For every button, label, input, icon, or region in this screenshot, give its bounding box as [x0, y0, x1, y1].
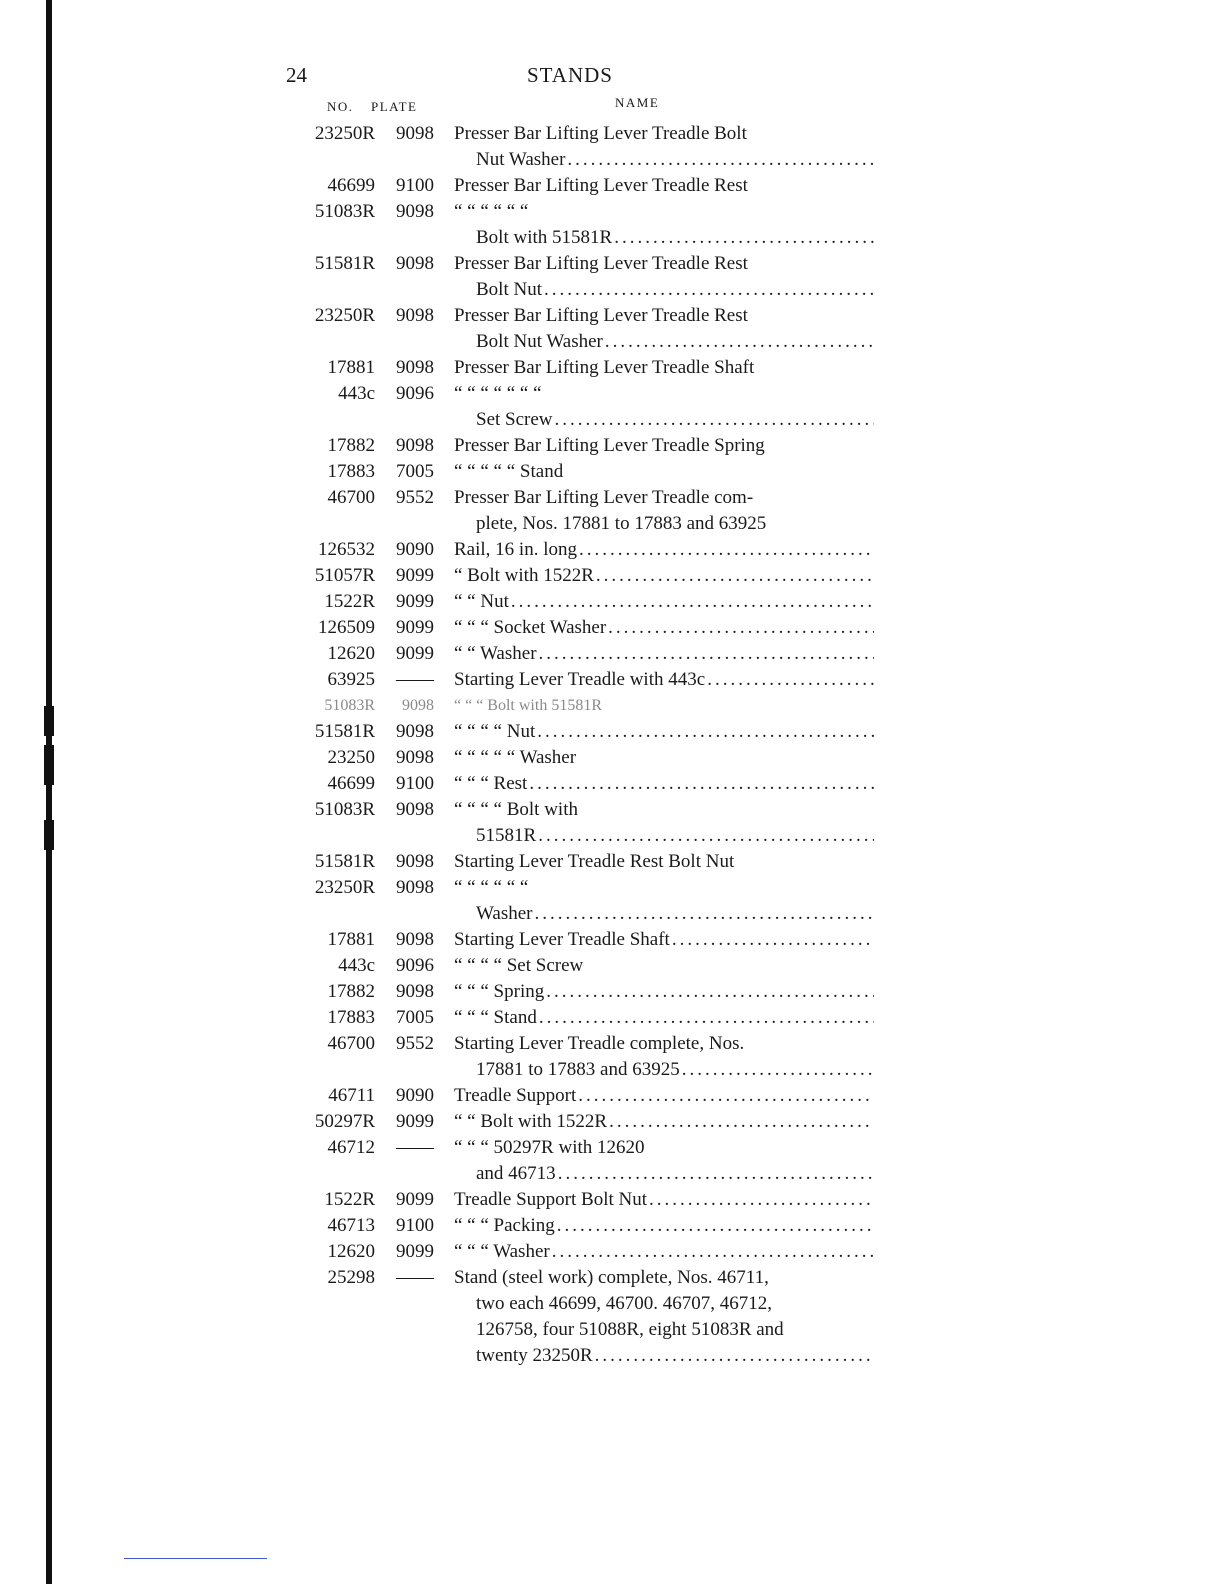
plate-number: 7005	[396, 461, 434, 482]
part-name	[454, 199, 874, 251]
plate-number: 9100	[396, 1215, 434, 1236]
plate-number: 9098	[396, 799, 434, 820]
part-name-text: “ “ “ Bolt with 51581R	[454, 697, 602, 714]
part-name-line	[454, 251, 874, 277]
leader-dots	[672, 927, 874, 953]
part-name	[454, 1135, 874, 1187]
part-entry	[280, 433, 860, 459]
leader-dots	[552, 1239, 874, 1265]
part-name-text: Presser Bar Lifting Lever Treadle Rest	[454, 253, 748, 274]
leader-dots	[546, 979, 874, 1005]
part-entry	[280, 875, 860, 927]
part-entry	[280, 459, 860, 485]
part-name-text: Bolt with 51581R	[476, 227, 613, 248]
part-name-text: Bolt Nut Washer	[476, 331, 603, 352]
part-name-line	[454, 459, 874, 485]
part-entry	[280, 1005, 860, 1031]
part-number: 17883	[327, 461, 375, 482]
part-number: 23250R	[314, 123, 375, 144]
part-entry	[280, 589, 860, 615]
part-name-text: Presser Bar Lifting Lever Treadle Shaft	[454, 357, 755, 378]
part-number: 46713	[327, 1215, 375, 1236]
leader-dots	[608, 615, 874, 641]
part-name	[454, 693, 874, 719]
plate-number: 9098	[402, 697, 434, 714]
part-number: 50297R	[314, 1111, 375, 1132]
part-name-line	[454, 199, 874, 225]
part-name-text: “ “ “ “ Set Screw	[454, 955, 584, 976]
column-header-plate: PLATE	[371, 99, 418, 114]
part-name-text: “ “ “ “ “ Washer	[454, 747, 577, 768]
part-name	[454, 1031, 874, 1083]
part-number: 126532	[318, 539, 375, 560]
part-number: 1522R	[324, 591, 375, 612]
plate-number: 9098	[396, 357, 434, 378]
part-name-line	[454, 1135, 874, 1161]
part-number: 17882	[327, 435, 375, 456]
part-name-text: Presser Bar Lifting Lever Treadle Spring	[454, 435, 765, 456]
part-name-line	[454, 745, 874, 771]
leader-dots	[544, 277, 874, 303]
part-name-line	[454, 433, 874, 459]
part-name-line	[454, 355, 874, 381]
part-entry	[280, 1187, 860, 1213]
part-name-text: “ “ “ Spring	[454, 981, 545, 1002]
part-name-text: “ “ “ Packing	[454, 1215, 555, 1236]
scan-mark	[44, 820, 54, 850]
part-name	[454, 1239, 874, 1265]
part-name-text: Nut Washer	[476, 149, 566, 170]
part-number: 12620	[327, 1241, 375, 1262]
plate-number: 9098	[396, 201, 434, 222]
part-number: 17882	[327, 981, 375, 1002]
part-name-line	[454, 797, 874, 823]
part-entry	[280, 667, 860, 693]
part-name	[454, 1265, 874, 1369]
part-entry	[280, 1213, 860, 1239]
plate-number: 9099	[396, 1241, 434, 1262]
plate-number: 9090	[396, 539, 434, 560]
part-name-line	[454, 1213, 874, 1239]
part-number: 12620	[327, 643, 375, 664]
part-name-text: “ “ “ “ “ “	[454, 877, 529, 898]
leader-dots	[596, 563, 874, 589]
plate-number: 9098	[396, 721, 434, 742]
plate-number: 9098	[396, 929, 434, 950]
part-name	[454, 927, 874, 953]
part-entry	[280, 173, 860, 199]
leader-dots	[579, 537, 874, 563]
part-entry	[280, 1031, 860, 1083]
part-number: 51581R	[314, 721, 375, 742]
plate-number: ——	[396, 1267, 434, 1288]
part-name	[454, 537, 874, 563]
plate-number: 9096	[396, 383, 434, 404]
part-entry	[280, 121, 860, 173]
part-name-text: Presser Bar Lifting Lever Treadle Rest	[454, 305, 748, 326]
part-name-text: “ “ Washer	[454, 643, 537, 664]
plate-number: 9100	[396, 175, 434, 196]
part-name	[454, 953, 874, 979]
part-name-text: Treadle Support	[454, 1085, 577, 1106]
part-entry	[280, 953, 860, 979]
part-name-line	[454, 1343, 874, 1369]
leader-dots	[682, 1057, 874, 1083]
part-name	[454, 121, 874, 173]
part-entry	[280, 979, 860, 1005]
part-entry	[280, 927, 860, 953]
part-entry	[280, 745, 860, 771]
leader-dots	[511, 589, 874, 615]
part-entry	[280, 615, 860, 641]
part-name-text: “ “ “ “ Bolt with	[454, 799, 578, 820]
leader-dots	[539, 1005, 874, 1031]
part-name	[454, 797, 874, 849]
part-name-text: Starting Lever Treadle with 443c	[454, 669, 706, 690]
part-name-text: Presser Bar Lifting Lever Treadle Bolt	[454, 123, 747, 144]
part-name-line	[454, 901, 874, 927]
part-name-text: 126758, four 51088R, eight 51083R and	[476, 1319, 784, 1340]
part-number: 46699	[327, 175, 375, 196]
plate-number: 9099	[396, 1111, 434, 1132]
part-number: 17881	[327, 357, 375, 378]
part-name-line	[454, 1291, 874, 1317]
part-name	[454, 251, 874, 303]
part-entry	[280, 251, 860, 303]
part-name	[454, 303, 874, 355]
plate-number: 9098	[396, 435, 434, 456]
part-name-text: “ “ “ “ “ “	[454, 201, 529, 222]
part-number: 46700	[327, 487, 375, 508]
part-name-text: Bolt Nut	[476, 279, 542, 300]
part-entry	[280, 1083, 860, 1109]
part-name-text: plete, Nos. 17881 to 17883 and 63925	[476, 513, 767, 534]
part-entry	[280, 381, 860, 433]
leader-dots	[578, 1083, 874, 1109]
part-number: 17883	[327, 1007, 375, 1028]
leader-dots	[605, 329, 874, 355]
part-number: 443c	[338, 955, 375, 976]
leader-dots	[609, 1109, 874, 1135]
part-name-text: Washer	[476, 903, 533, 924]
leader-dots	[529, 771, 874, 797]
part-name-text: Set Screw	[476, 409, 553, 430]
part-entry	[280, 485, 860, 537]
part-name	[454, 667, 874, 693]
leader-dots	[537, 719, 874, 745]
plate-number: 9552	[396, 487, 434, 508]
part-number: 51581R	[314, 253, 375, 274]
part-entry	[280, 641, 860, 667]
part-entry	[280, 771, 860, 797]
column-header-name: NAME	[615, 95, 660, 110]
plate-number: 9090	[396, 1085, 434, 1106]
part-name-text: Presser Bar Lifting Lever Treadle Rest	[454, 175, 748, 196]
part-number: 25298	[327, 1267, 375, 1288]
part-name-line	[454, 225, 874, 251]
leader-dots	[539, 641, 874, 667]
part-name	[454, 1083, 874, 1109]
part-name	[454, 459, 874, 485]
plate-number: 9098	[396, 981, 434, 1002]
part-name	[454, 719, 874, 745]
part-name-line	[454, 277, 874, 303]
part-name-text: Treadle Support Bolt Nut	[454, 1189, 647, 1210]
scan-edge-shadow	[46, 0, 52, 1584]
part-name-line	[454, 1239, 874, 1265]
part-number: 63925	[327, 669, 375, 690]
part-number: 23250R	[314, 305, 375, 326]
part-name-text: “ “ “ Rest	[454, 773, 528, 794]
part-name	[454, 589, 874, 615]
part-name	[454, 615, 874, 641]
part-name-line	[454, 589, 874, 615]
part-name	[454, 173, 874, 199]
part-name-text: Rail, 16 in. long	[454, 539, 577, 560]
catalog-page	[280, 55, 860, 1369]
part-name-line	[454, 1083, 874, 1109]
part-name-text: Starting Lever Treadle Rest Bolt Nut	[454, 851, 735, 872]
footnote-rule	[124, 1558, 267, 1559]
part-number: 46700	[327, 1033, 375, 1054]
part-name-line	[454, 303, 874, 329]
part-name	[454, 745, 874, 771]
part-entry	[280, 693, 860, 719]
part-entry	[280, 355, 860, 381]
part-name-line	[454, 485, 874, 511]
leader-dots	[557, 1213, 874, 1239]
leader-dots	[558, 1161, 874, 1187]
part-name	[454, 979, 874, 1005]
plate-number: 9098	[396, 747, 434, 768]
part-name-line	[454, 719, 874, 745]
part-name	[454, 563, 874, 589]
part-name-line	[454, 875, 874, 901]
plate-number: 9099	[396, 591, 434, 612]
part-number: 443c	[338, 383, 375, 404]
part-name-text: “ “ “ Socket Washer	[454, 617, 607, 638]
leader-dots	[538, 823, 874, 849]
part-name-text: “ “ Bolt with 1522R	[454, 1111, 608, 1132]
part-name-text: “ “ Nut	[454, 591, 509, 612]
part-name-line	[454, 693, 874, 719]
part-number: 51083R	[324, 697, 375, 714]
part-number: 51083R	[314, 799, 375, 820]
part-name	[454, 641, 874, 667]
part-name-line	[454, 563, 874, 589]
part-number: 17881	[327, 929, 375, 950]
part-name	[454, 1187, 874, 1213]
part-name-text: “ “ “ Stand	[454, 1007, 537, 1028]
part-name-text: twenty 23250R	[476, 1345, 593, 1366]
plate-number: 9096	[396, 955, 434, 976]
part-name	[454, 381, 874, 433]
part-entry	[280, 797, 860, 849]
part-name	[454, 1109, 874, 1135]
leader-dots	[555, 407, 874, 433]
leader-dots	[535, 901, 875, 927]
part-name-text: “ “ “ “ “ Stand	[454, 461, 564, 482]
part-name-line	[454, 381, 874, 407]
part-number: 51581R	[314, 851, 375, 872]
part-name-text: Starting Lever Treadle complete, Nos.	[454, 1033, 745, 1054]
part-name-line	[454, 329, 874, 355]
part-name-line	[454, 121, 874, 147]
plate-number: 9099	[396, 1189, 434, 1210]
part-number: 126509	[318, 617, 375, 638]
part-name-text: two each 46699, 46700. 46707, 46712,	[476, 1293, 773, 1314]
part-name-line	[454, 771, 874, 797]
part-name-line	[454, 1109, 874, 1135]
part-entry	[280, 1239, 860, 1265]
leader-dots	[649, 1187, 874, 1213]
part-name-line	[454, 849, 874, 875]
plate-number: 9099	[396, 643, 434, 664]
part-name-text: “ “ “ 50297R with 12620	[454, 1137, 645, 1158]
parts-list	[280, 121, 860, 1369]
part-entry	[280, 1135, 860, 1187]
part-number: 51083R	[314, 201, 375, 222]
part-number: 46712	[327, 1137, 375, 1158]
part-name-line	[454, 641, 874, 667]
part-number: 23250	[327, 747, 375, 768]
part-number: 46699	[327, 773, 375, 794]
scan-mark	[44, 745, 54, 785]
page-header	[280, 55, 860, 95]
part-entry	[280, 1265, 860, 1369]
part-number: 46711	[328, 1085, 375, 1106]
part-name-text: “ “ “ “ “ “ “	[454, 383, 542, 404]
part-name	[454, 1005, 874, 1031]
part-entry	[280, 199, 860, 251]
plate-number: 9098	[396, 877, 434, 898]
part-name-text: and 46713	[476, 1163, 556, 1184]
part-entry	[280, 563, 860, 589]
plate-number: 9100	[396, 773, 434, 794]
part-name-line	[454, 979, 874, 1005]
part-number: 1522R	[324, 1189, 375, 1210]
part-name	[454, 771, 874, 797]
part-name	[454, 875, 874, 927]
plate-number: 9099	[396, 617, 434, 638]
part-name-text: “ “ “ Washer	[454, 1241, 550, 1262]
part-name-text: Starting Lever Treadle Shaft	[454, 929, 670, 950]
column-header-no: NO.	[327, 99, 354, 114]
part-name-line	[454, 615, 874, 641]
plate-number: ——	[396, 1137, 434, 1158]
part-name-line	[454, 1031, 874, 1057]
part-name-text: 17881 to 17883 and 63925	[476, 1059, 680, 1080]
part-name-line	[454, 927, 874, 953]
part-name-line	[454, 173, 874, 199]
plate-number: 9098	[396, 851, 434, 872]
part-name-line	[454, 1187, 874, 1213]
plate-number: 9098	[396, 253, 434, 274]
scan-mark	[44, 706, 54, 736]
part-name	[454, 485, 874, 537]
column-headers	[280, 95, 860, 121]
part-name-line	[454, 537, 874, 563]
part-name-text: Presser Bar Lifting Lever Treadle com-	[454, 487, 754, 508]
part-name-text: “ “ “ “ Nut	[454, 721, 536, 742]
part-name	[454, 1213, 874, 1239]
part-name-text: Stand (steel work) complete, Nos. 46711,	[454, 1267, 769, 1288]
part-name-line	[454, 1057, 874, 1083]
part-name-line	[454, 511, 874, 537]
part-name-line	[454, 823, 874, 849]
part-name-line	[454, 1161, 874, 1187]
leader-dots	[614, 225, 874, 251]
section-title: STANDS	[526, 63, 613, 87]
plate-number: 9099	[396, 565, 434, 586]
part-name-line	[454, 1317, 874, 1343]
part-name-line	[454, 147, 874, 173]
plate-number: 9098	[396, 123, 434, 144]
part-number: 51057R	[314, 565, 375, 586]
leader-dots	[567, 147, 874, 173]
plate-number: 9098	[396, 305, 434, 326]
part-name-line	[454, 407, 874, 433]
part-name-text: “ Bolt with 1522R	[454, 565, 594, 586]
part-entry	[280, 719, 860, 745]
part-name	[454, 433, 874, 459]
plate-number: 9552	[396, 1033, 434, 1054]
plate-number: ——	[396, 669, 434, 690]
part-entry	[280, 303, 860, 355]
leader-dots	[595, 1343, 874, 1369]
part-name-line	[454, 953, 874, 979]
part-name-line	[454, 1005, 874, 1031]
plate-number: 7005	[396, 1007, 434, 1028]
leader-dots	[707, 667, 874, 693]
part-name	[454, 355, 874, 381]
part-name-text: 51581R	[476, 825, 537, 846]
part-name	[454, 849, 874, 875]
part-entry	[280, 1109, 860, 1135]
part-name-line	[454, 1265, 874, 1291]
part-number: 23250R	[314, 877, 375, 898]
part-entry	[280, 537, 860, 563]
page-number: 24	[286, 63, 307, 87]
part-entry	[280, 849, 860, 875]
part-name-line	[454, 667, 874, 693]
